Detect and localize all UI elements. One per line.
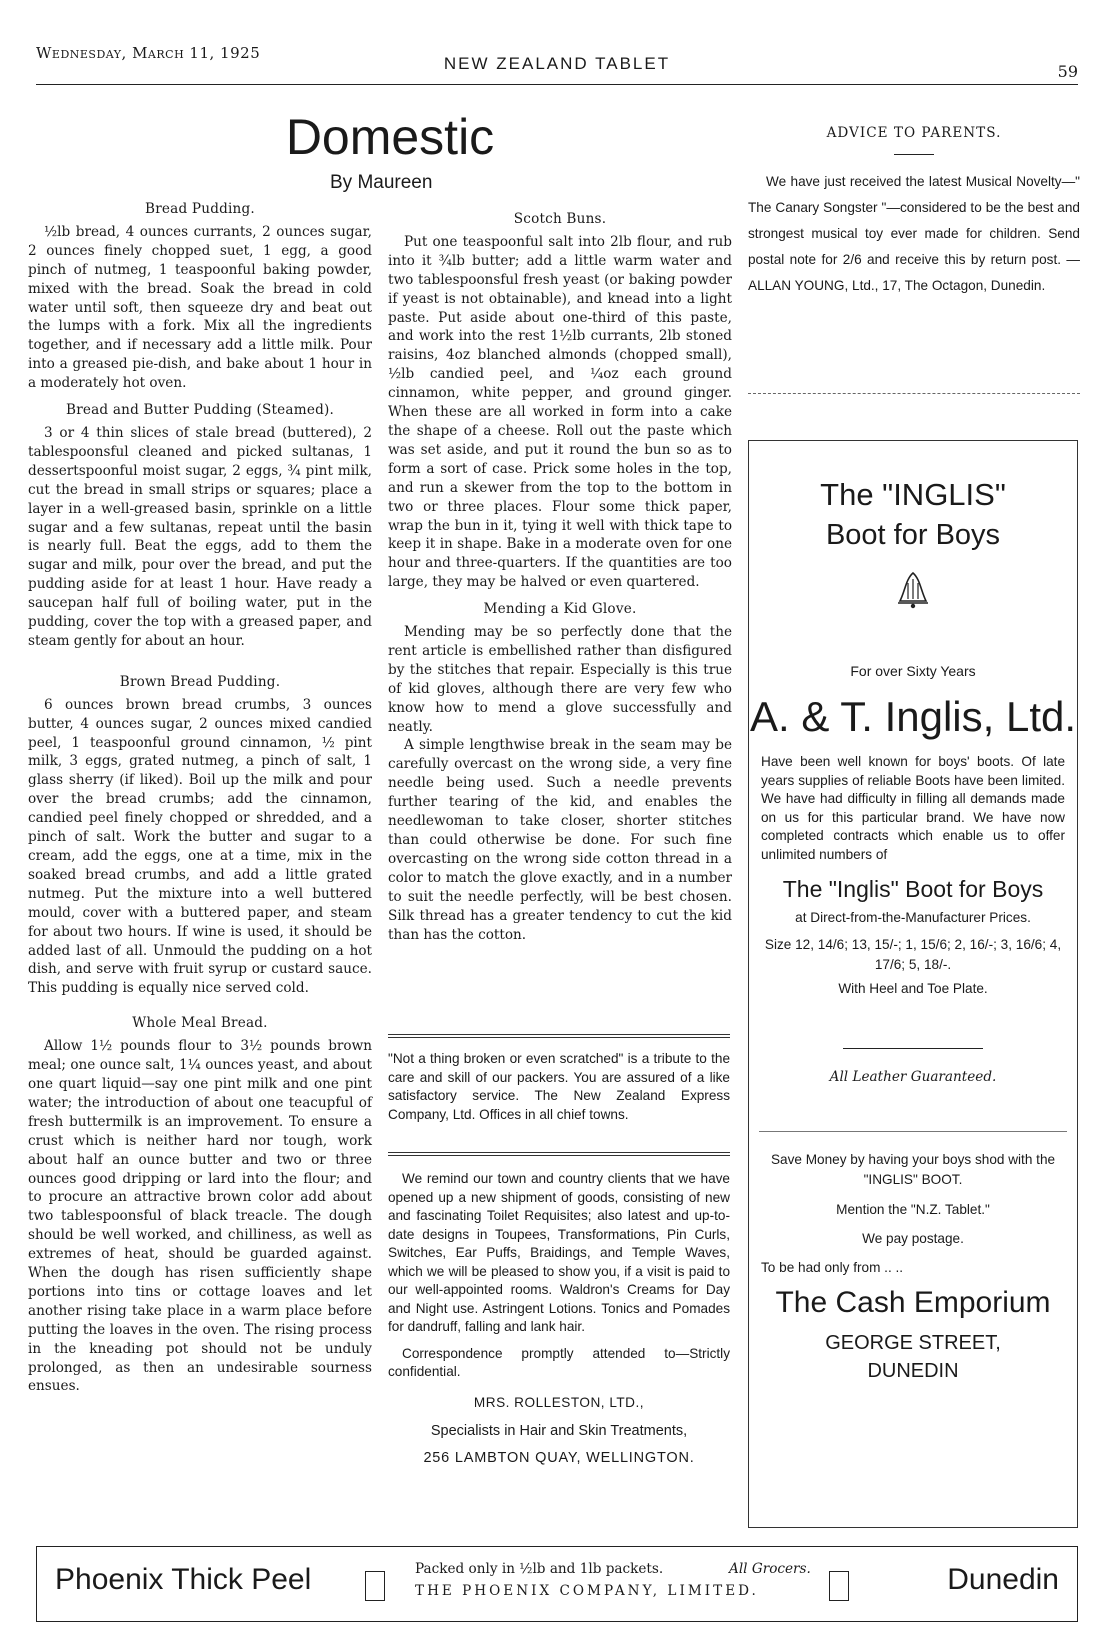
inglis-plate: With Heel and Toe Plate. xyxy=(838,981,988,996)
rolleston-address: 256 LAMBTON QUAY, WELLINGTON. xyxy=(423,1449,695,1466)
phoenix-city: Dunedin xyxy=(947,1563,1059,1596)
rolleston-specialists: Specialists in Hair and Skin Treatments, xyxy=(430,1423,688,1439)
rolleston-correspondence: Correspondence promptly attended to—Strictly confidential. xyxy=(388,1345,730,1379)
inglis-store: The Cash Emporium xyxy=(775,1286,1051,1319)
inglis-to-be-had: To be had only from .. .. xyxy=(761,1260,904,1275)
inglis-subheadline: Boot for Boys xyxy=(825,519,1001,551)
recipe-title: Brown Bread Pudding. xyxy=(119,673,281,690)
phoenix-product: Phoenix Thick Peel xyxy=(55,1563,312,1596)
phoenix-company: THE PHOENIX COMPANY, LIMITED. xyxy=(415,1583,759,1599)
recipe-title: Bread Pudding. xyxy=(145,201,255,217)
express-notice: "Not a thing broken or even scratched" is a tribute to the care and skill of our packers. You are assured of a like satisfactory service. The New Zealand Express Company, Ltd. Offices in all chief towns. xyxy=(388,1051,730,1122)
recipe-body: Allow 1½ pounds flour to 3½ pounds brown meal; one ounce salt, 1¼ ounces yeast, and about one quart liquid—say one pint milk and one pint water; the introduction of about one teacupful of fresh buttermilk is an improvement. To ensure a crust which is neither hard nor tough, work about half an ounce butter and two or three ounces good dripping or lard into the flour; and to procure an attractive brown color add about two tablespoonsful of black treacle. The dough should be well worked, and chilliness, as well as extremes of heat, should be guarded against. When the dough has risen sufficiently shape portions into tins or cottage loaves and let another rising take place in a warm place before putting the loaves in the oven. The rising process in the kneading pot should not be unduly prolonged, as then an undesirable sourness ensues. xyxy=(28,1038,372,1395)
inglis-advertisement xyxy=(748,440,1078,1528)
bell-logo-icon xyxy=(749,571,1077,613)
recipe-title: Mending a Kid Glove. xyxy=(483,601,637,618)
recipes-left-column xyxy=(28,200,372,1396)
inglis-save: Save Money by having your boys shod with the "INGLIS" BOOT. xyxy=(770,1152,1056,1187)
recipe-body: Put one teaspoonful salt into 2lb flour, and rub into it ¾lb butter; add a little warm water and two tablespoonsful fresh yeast (or baking powder if yeast is not obtainable), and knead into a light paste. Put aside about one-third of this paste, and work into the rest 1½lb currants, 2lb stoned raisins, 4oz blanched almonds (chopped small), ½lb candied peel, and ¼oz each ground cinnamon, white pepper, and ground ginger. When these are all worked in form into a cake the shape of a cheese. Roll out the paste which was set aside, and put it round the bun so as to form a sort of case. Prick some holes in the top, and run a skewer from the top to the bottom in two or three places. Flour some thick paper, wrap the bun in it, tying it well with thick tape to keep it in shape. Bake in a moderate oven for one hour and three-quarters. If the quantities are too large, they may be halved or even quartered. xyxy=(388,233,732,591)
recipe-body: A simple lengthwise break in the seam may be carefully overcast on the wrong side, a very fine needle being used. Such a needle prevents further tearing of the kid, and enables the needlewoman to take closer, shorter stitches than could otherwise be done. For such fine overcasting on the wrong side cotton thread in a color to match the glove exactly, and in a number to suit the needle perfectly, will be best chosen. Silk thread has a greater tendency to cut the kid than has the cotton. xyxy=(388,737,732,943)
phoenix-advertisement xyxy=(36,1546,1078,1622)
divider xyxy=(388,1034,730,1038)
inglis-street: GEORGE STREET, xyxy=(825,1332,1001,1354)
page-number: 59 xyxy=(1057,62,1078,81)
recipe-body: 6 ounces brown bread crumbs, 3 ounces butter, 4 ounces sugar, 2 ounces mixed candied peel, 1 teaspoonful ground cinnamon, ½ pint milk, 3 eggs, grated nutmeg, a pinch of salt, 1 glass sherry (if liked). Boil up the milk and pour over the bread crumbs; add the cinnamon, candied peel finely chopped or shredded, and a pinch of salt. Work the butter and sugar to a cream, add the eggs, one at a time, mix in the soaked bread crumbs, and add a little grated nutmeg. Put the mixture into a well buttered mould, cover with a buttered paper, and steam for about two hours. If wine is used, it should be added last of all. Unmould the pudding on a hot dish, and serve with fruit syrup or custard sauce. This pudding is equally nice served cold. xyxy=(28,696,372,997)
domestic-title: Domestic xyxy=(285,109,495,165)
header-publication: NEW ZEALAND TABLET xyxy=(443,54,671,73)
rolleston-notice xyxy=(388,1170,730,1467)
phoenix-packed: Packed only in ½lb and 1lb packets. xyxy=(415,1561,664,1577)
inglis-guarantee: All Leather Guaranteed. xyxy=(829,1069,997,1085)
recipe-body: Mending may be so perfectly done that the rent article is embellished rather than disfigured by the stitches that repair. Especially is this true of kid gloves, although there are very few who know how to mend a glove successfully and neatly. xyxy=(388,624,732,735)
box-icon xyxy=(365,1571,385,1601)
inglis-postage: We pay postage. xyxy=(862,1231,964,1246)
inglis-headline: The "INGLIS" xyxy=(820,477,1006,512)
recipe-body: 3 or 4 thin slices of stale bread (buttered), 2 tablespoonsful cleaned and picked sultanas, 1 dessertspoonful moist sugar, 2 eggs, ¾ pint milk, cut the bread in small strips or squares; place a layer in a well-greased basin, sprinkle on a little sugar and a few sultanas, repeat until the basin is nearly full. Beat the eggs, add to them the sugar and milk, pour over the bread, and put the pudding aside for at least 1 hour. Have ready a saucepan half full of boiling water, put in the pudding, cover the top with a greased paper, and steam gently for about an hour. xyxy=(28,424,372,649)
recipes-mid-column xyxy=(388,210,732,944)
divider xyxy=(748,393,1080,394)
domestic-byline: By Maureen xyxy=(330,172,433,193)
rolleston-company: MRS. ROLLESTON, LTD., xyxy=(473,1394,645,1410)
divider xyxy=(388,1152,730,1156)
advice-heading: ADVICE TO PARENTS. xyxy=(826,125,1002,141)
recipe-title: Scotch Buns. xyxy=(513,211,607,227)
inglis-city: DUNEDIN xyxy=(867,1360,959,1382)
phoenix-grocers: All Grocers. xyxy=(729,1561,811,1577)
inglis-body: Have been well known for boys' boots. Of late years supplies of reliable Boots have been limited. We have had difficulty in filling all demands made on us for this particular brand. We have now completed contracts which enable us to offer unlimited numbers of xyxy=(761,754,1065,862)
advice-body: We have just received the latest Musical Novelty—" The Canary Songster "—considered to be the best and strongest musical toy ever made for children. Send postal note for 2/6 and receive this by return post. —ALLAN YOUNG, Ltd., 17, The Octagon, Dunedin. xyxy=(748,174,1080,293)
inglis-years: For over Sixty Years xyxy=(850,663,976,679)
inglis-mention: Mention the "N.Z. Tablet." xyxy=(836,1202,990,1217)
divider xyxy=(843,1048,983,1049)
inglis-product: The "Inglis" Boot for Boys xyxy=(782,876,1044,902)
header-rule xyxy=(36,84,1078,85)
inglis-company: A. & T. Inglis, Ltd. xyxy=(749,693,1077,740)
header-date: Wednesday, March 11, 1925 xyxy=(36,44,261,62)
recipe-title: Bread and Butter Pudding (Steamed). xyxy=(66,402,334,419)
inglis-sizes: Size 12, 14/6; 13, 15/-; 1, 15/6; 2, 16/-; 3, 16/6; 4, 17/6; 5, 18/-. xyxy=(764,937,1062,972)
divider xyxy=(759,1131,1067,1132)
recipe-title: Whole Meal Bread. xyxy=(132,1015,268,1032)
recipe-body: ½lb bread, 4 ounces currants, 2 ounces sugar, 2 ounces finely chopped suet, 1 egg, a good pinch of nutmeg, 1 teaspoonful baking powder, mixed with the bread. Soak the bread in cold water until soft, then squeeze dry and beat out the lumps with a fork. Mix all the ingredients together, and if necessary add a little milk. Pour into a greased pie-dish, and bake about 1 hour in a moderately hot oven. xyxy=(28,223,372,392)
rolleston-body: We remind our town and country clients that we have opened up a new shipment of goods, consisting of new and fascinating Toilet Requisites; also latest and up-to-date designs in Toupees, Transformations, Pin Curls, Switches, Ear Puffs, Braidings, and Temple Waves, which we will be pleased to show you, if a visit is paid to our well-appointed rooms. Waldron's Creams for Day and Night use. Astringent Lotions. Tonics and Pomades for dandruff, falling and lank hair. xyxy=(388,1171,730,1334)
inglis-prices-label: at Direct-from-the-Manufacturer Prices. xyxy=(795,910,1031,925)
box-icon xyxy=(829,1571,849,1601)
advice-to-parents xyxy=(748,120,1080,299)
advice-rule xyxy=(894,154,934,155)
